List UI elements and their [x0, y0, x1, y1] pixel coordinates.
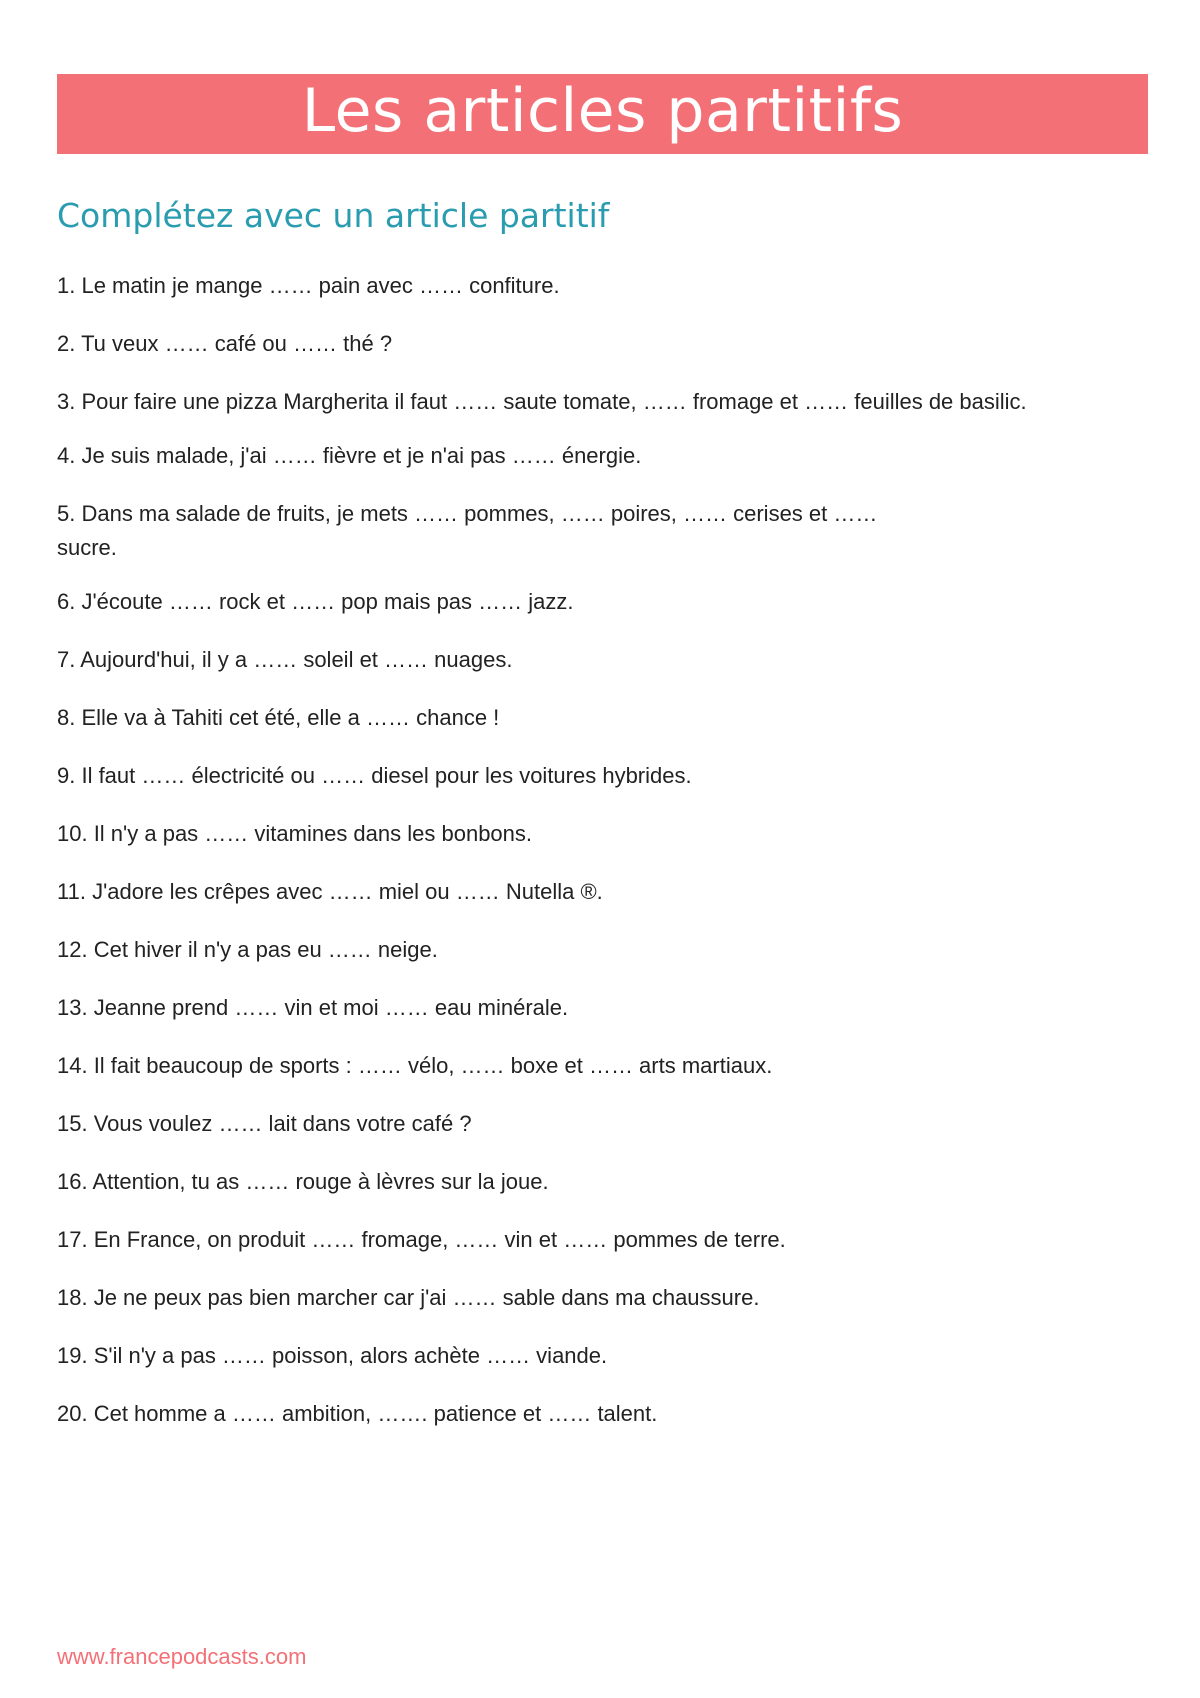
exercise-item-1: 1. Le matin je mange …… pain avec …… confiture.	[57, 273, 560, 298]
exercise-item-7: 7. Aujourd'hui, il y a …… soleil et …… nuages.	[57, 647, 513, 672]
exercise-item-6: 6. J'écoute …… rock et …… pop mais pas …… jazz.	[57, 589, 574, 614]
exercise-item-8: 8. Elle va à Tahiti cet été, elle a …… chance !	[57, 705, 500, 730]
exercise-item-11: 11. J'adore les crêpes avec …… miel ou …… Nutella ®.	[57, 879, 603, 904]
footer-website-link[interactable]: www.francepodcasts.com	[57, 1644, 307, 1669]
exercise-item-20: 20. Cet homme a …… ambition, ……. patience et …… talent.	[57, 1401, 658, 1426]
exercise-item-3: 3. Pour faire une pizza Margherita il faut …… saute tomate, …… fromage et …… feuilles de basilic.	[57, 389, 1027, 414]
exercise-item-4: 4. Je suis malade, j'ai …… fièvre et je n'ai pas …… énergie.	[57, 443, 642, 468]
exercise-list	[57, 269, 1057, 1455]
exercise-instruction: Complétez avec un article partitif	[57, 196, 610, 235]
exercise-item-10: 10. Il n'y a pas …… vitamines dans les bonbons.	[57, 821, 533, 846]
exercise-item-18: 18. Je ne peux pas bien marcher car j'ai …… sable dans ma chaussure.	[57, 1285, 760, 1310]
exercise-item-5: 5. Dans ma salade de fruits, je mets …… pommes, …… poires, …… cerises et …… sucre.	[57, 501, 878, 560]
exercise-item-14: 14. Il fait beaucoup de sports : …… vélo, …… boxe et …… arts martiaux.	[57, 1053, 773, 1078]
exercise-item-13: 13. Jeanne prend …… vin et moi …… eau minérale.	[57, 995, 569, 1020]
exercise-item-2: 2. Tu veux …… café ou …… thé ?	[57, 331, 393, 356]
exercise-item-16: 16. Attention, tu as …… rouge à lèvres sur la joue.	[57, 1169, 549, 1194]
title-banner	[57, 74, 1148, 154]
exercise-item-15: 15. Vous voulez …… lait dans votre café ?	[57, 1111, 472, 1136]
exercise-item-12: 12. Cet hiver il n'y a pas eu …… neige.	[57, 937, 438, 962]
page-title: Les articles partitifs	[301, 76, 904, 146]
exercise-item-9: 9. Il faut …… électricité ou …… diesel pour les voitures hybrides.	[57, 763, 692, 788]
exercise-item-17: 17. En France, on produit …… fromage, …… vin et …… pommes de terre.	[57, 1227, 786, 1252]
exercise-item-19: 19. S'il n'y a pas …… poisson, alors achète …… viande.	[57, 1343, 608, 1368]
